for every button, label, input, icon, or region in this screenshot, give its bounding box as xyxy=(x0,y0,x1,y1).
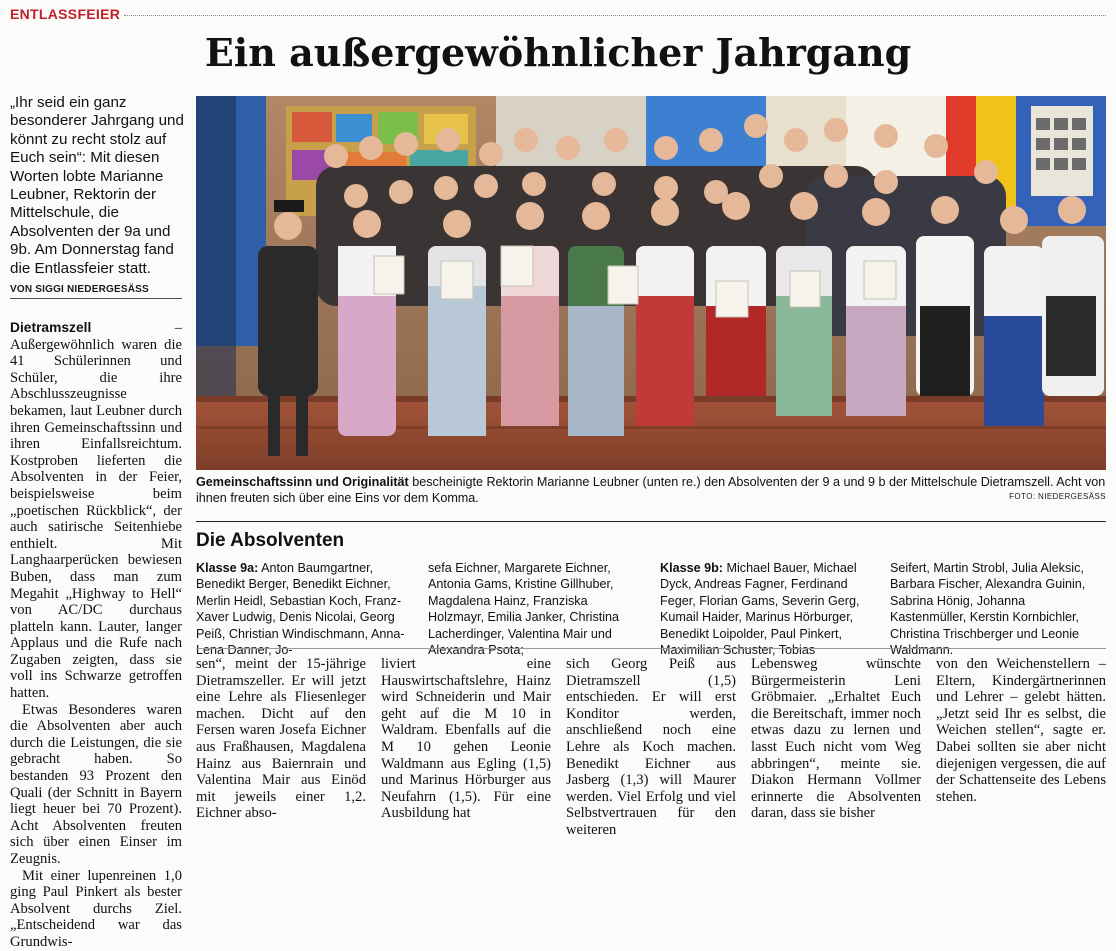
class-9b-label: Klasse 9b: xyxy=(660,561,723,575)
article-column-1 xyxy=(10,320,182,950)
paragraph-2: Etwas Besonderes waren die Absolventen aber auch durch die Leistungen, die sie gebracht haben. So bestanden 93 Prozent den Quali (der Schnitt in Bayern liegt heuer bei 70 Prozent). Acht Absolventen freuten sich über einen Einser im Zeugnis. xyxy=(10,701,182,867)
class-9a-list-part2: sefa Eichner, Margarete Eichner, Antonia Gams, Kristine Gillhuber, Magdalena Hainz, Franziska Holzmayr, Emilia Janker, Christina Lacherdinger, Valentina Mair und Alexandra Psota; xyxy=(428,561,620,658)
class-9a-names-1: Anton Baumgartner, Benedikt Berger, Benedikt Eichner, Merlin Heidl, Sebastian Koch, Franz-Xaver Ludwig, Denis Nicolai, Georg Peiß, Christian Windischmann, Anna-Lena Danner, Jo- xyxy=(196,561,405,658)
section-kicker: ENTLASSFEIER xyxy=(10,6,121,22)
intro-text: „Ihr seid ein ganz besonderer Jahrgang und könnt zu recht stolz auf Euch sein“: Mit diesen Worten lobte Marianne Leubner, Rektorin der Mittelschule, die Absolventen der 9a und 9b. Am Donnerstag fand die Entlassfeier statt. xyxy=(10,94,184,277)
section-rule xyxy=(196,521,1106,522)
paragraph-1 xyxy=(10,320,182,702)
headline: Ein außergewöhnlicher Jahrgang xyxy=(204,30,912,75)
byline: VON SIGGI NIEDERGESÄSS xyxy=(10,284,149,295)
location-label: Dietramszell xyxy=(10,320,92,335)
byline-rule xyxy=(10,298,182,299)
photo-credit: FOTO: NIEDERGESÄSS xyxy=(1009,492,1106,501)
photo-caption xyxy=(196,474,1106,506)
group-photo-illustration xyxy=(196,96,1106,470)
group-photo xyxy=(196,96,1106,470)
class-9b-names-1: Michael Bauer, Michael Dyck, Andreas Fagner, Ferdinand Feger, Florian Gams, Severin Gerg, Kumail Haider, Marinus Hörburger, Benedikt Loipolder, Paul Pinkert, Maximilian Schuster, Tobias xyxy=(660,561,860,658)
class-9a-list-part1 xyxy=(196,560,408,658)
article-column-3: liviert eine Hauswirtschaftslehre, Hainz wird Schneiderin und Mair geht auf die M 10 in Waldram. Ebenfalls auf die M 10 gehen Leonie Waldmann aus Egling (1,5) und Marinus Hörburger aus Neufahrn (1,5). Für eine Ausbildung hat xyxy=(381,656,551,822)
paragraph-3: Mit einer lupenreinen 1,0 ging Paul Pinkert als bester Absolvent durchs Ziel. „Entscheidend war das Grundwis- xyxy=(10,867,182,950)
article-column-2: sen“, meint der 15-jährige Dietramszeller. Er will jetzt eine Lehre als Fliesenleger machen. Dicht auf den Fersen waren Josefa Eichner aus Fraßhausen, Magdalena Hainz aus Baiernrain und Valentina Mair aus Einöd mit jeweils einer 1,2. Eichner abso- xyxy=(196,656,366,822)
class-9b-list-part1 xyxy=(660,560,872,658)
caption-text: bescheinigte Rektorin Marianne Leubner (unten re.) den Absolventen der 9 a und 9 b der Mittelschule Dietramszell. Acht von ihnen freuten sich über eine Eins vor dem Komma. xyxy=(196,475,1106,505)
class-9b-list-part2: Seifert, Martin Strobl, Julia Aleksic, Barbara Fischer, Alexandra Guinin, Sabrina Hönig, Johanna Kastenmüller, Kerstin Kornbichler, Christina Trischberger und Leonie Waldmann. xyxy=(890,561,1086,658)
kicker-rule xyxy=(124,15,1106,16)
class-9a-label: Klasse 9a: xyxy=(196,561,259,575)
graduates-heading: Die Absolventen xyxy=(196,530,345,551)
article-column-5: Lebensweg wünschte Bürgermeisterin Leni Gröbmaier. „Erhaltet Euch die Bereitschaft, immer noch etwas dazu zu lernen und lasst Euch nicht vom Weg abbringen“, meinte sie. Diakon Hermann Vollmer erinnerte die Absolventen daran, dass sie bisher xyxy=(751,656,921,822)
article-column-4: sich Georg Peiß aus Dietramszell (1,5) entschieden. Er will erst Konditor werden, anschließend noch eine Lehre als Koch machen. Benedikt Eichner aus Jasberg (1,3) will Maurer werden. Viel Erfolg und viel Selbstvertrauen für den weiteren xyxy=(566,656,736,838)
article-column-6: von den Weichenstellern – Eltern, Kindergärtnerinnen und Lehrer – gelebt hätten. „Jetzt seid Ihr es selbst, die Weichen stellen“, sagte er. Dabei sollten sie aber nicht diejenigen vergessen, die auf der Schattenseite des Lebens stehen. xyxy=(936,656,1106,805)
bottom-rule xyxy=(196,648,1106,649)
caption-lead: Gemeinschaftssinn und Originalität xyxy=(196,475,409,489)
paragraph-1-text: – Außergewöhnlich waren die 41 Schülerinnen und Schüler, die ihre Abschlusszeugnisse bekamen, laut Leubner durch ihren Gemeinschaftssinn und ihren Einfallsreichtum. Kostproben lieferten die Absolventen in der Feier, beispielsweise beim „poetischen Rückblick“, der auch satirische Seitenhiebe enthielt. Mit Langhaarperücken bewiesen Buben, dass man zum Megahit „Highway to Hell“ von AC/DC durchaus platteln kann. Lauter, langer Applaus und die Rufe nach Zugaben zeigten, dass sie voll ins Schwarze getroffen hatten. xyxy=(10,320,182,702)
